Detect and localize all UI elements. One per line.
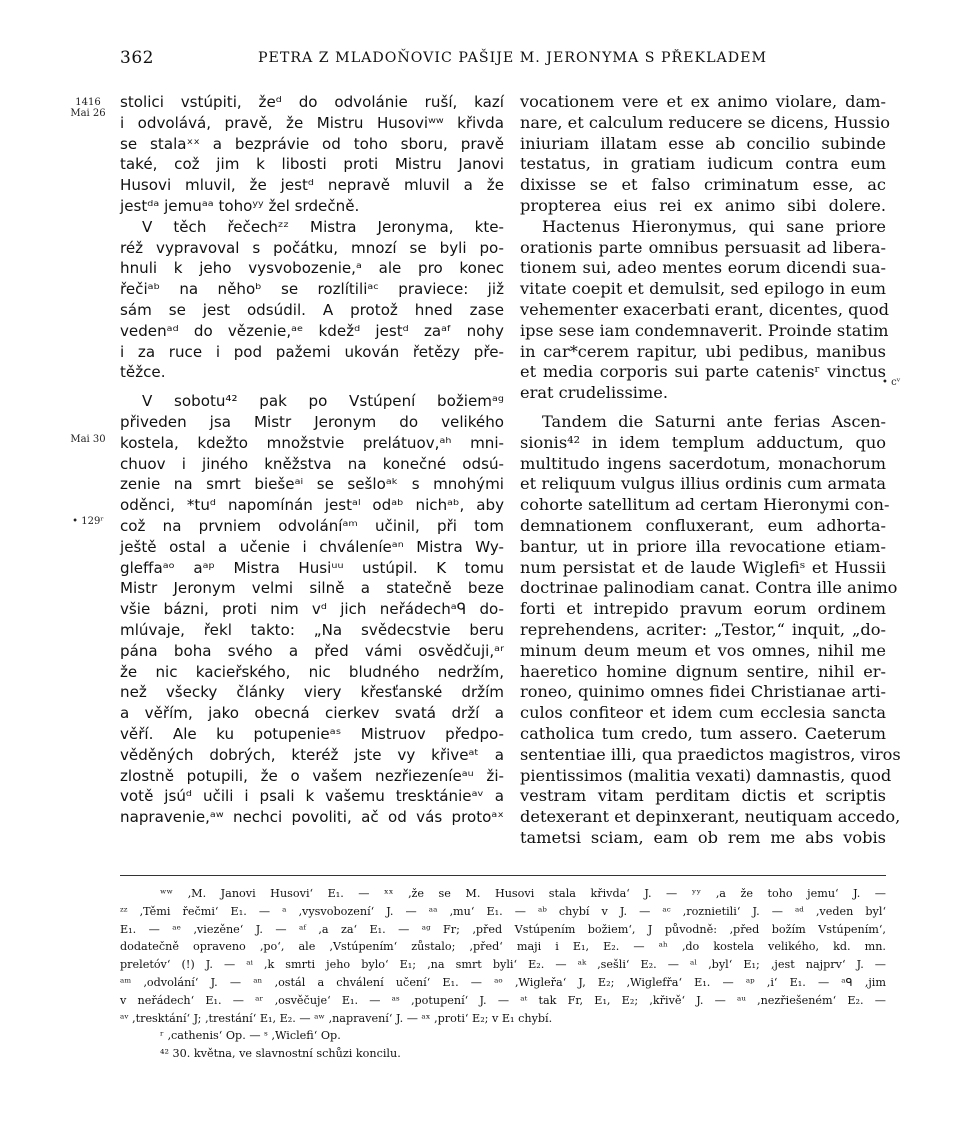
text-line: iniuriam illatam esse ab concilio subinde (520, 133, 886, 153)
footnote-line: dodatečně opraveno ‚po‘, ale ‚Vstúpením‘ zůstalo; ‚před‘ maji i E₁, E₂. — ᵃʰ ‚do kostela velikého, kd. mn. (120, 940, 886, 954)
text-line: věděných dobrých, kteréž jste vy křiveᵃᵗ a (120, 745, 504, 764)
margin-note-folio-left: • 129ʳ (72, 516, 104, 527)
footnote-line: ⁴² 30. května, ve slavnostní schůzi koncilu. (160, 1047, 401, 1061)
text-line: V těch řečechᶻᶻ Mistra Jeronyma, kte- (142, 217, 504, 236)
text-line: sám se jest odsúdil. A protož hned zase (120, 300, 504, 319)
text-line: roneo, quinimo omnes fidei Christianae arti- (520, 682, 886, 702)
text-line: detexerant et depinxerant, neutiquam accedo, (520, 807, 901, 827)
text-line: kostela, kdežto množstvie prelátuov,ᵃʰ mni- (120, 433, 504, 452)
text-line: propterea eius rei ex animo sibi dolere. (520, 195, 886, 215)
text-line: že nic kacieřského, nic bludného nedržím, (120, 662, 504, 681)
text-line: haeretico homine dignum sentire, nihil er- (520, 661, 886, 681)
text-line: cohorte satellitum ad certam Hieronymi con- (520, 495, 890, 515)
text-line: přiveden jsa Mistr Jeronym do velikého (120, 412, 504, 431)
text-line: dixisse se et falso criminatum esse, ac (520, 175, 886, 195)
text-line: erat crudelissime. (520, 383, 669, 403)
footnote-line: ʷʷ ‚M. Janovi Husovi‘ E₁. — ˣˣ ‚že se M. Husovi stala křivda‘ J. — ʸʸ ‚a že toho jemu‘ J. — (160, 887, 886, 900)
text-line: Husovi mluvil, že jestᵈ nepravě mluvil a že (120, 176, 504, 195)
text-line: všie bázni, proti nim vᵈ jich neřádechᵃᑫ do- (120, 600, 504, 619)
text-line: zlostně potupili, že o vašem nezřiezeníeᵃᵘ ži- (120, 766, 504, 785)
text-line: tametsi sciam, eam ob rem me abs vobis (520, 827, 886, 847)
text-line: nare, et calculum reducere se dicens, Hussio (520, 112, 890, 132)
page-number: 362 (120, 48, 154, 68)
text-line: pientissimos (malitia vexati) damnastis, quod (520, 765, 892, 785)
footnote-line: ᶻᶻ ‚Těmi řečmi‘ E₁. — ᵃ ‚vysvobození‘ J. — ᵃᵃ ‚mu‘ E₁. — ᵃᵇ chybí v J. — ᵃᶜ ‚roznietili‘ J. — ᵃᵈ ‚veden byl‘ (120, 904, 886, 918)
text-line: et reliquum vulgus illius ordinis cum armata (520, 474, 886, 494)
margin-note-date-2: Mai 30 (70, 434, 106, 445)
text-line: i odvolává, pravě, že Mistru Husoviʷʷ křivda (120, 113, 504, 132)
page-header (0, 48, 960, 74)
text-line: testatus, in gratiam iudicum contra eum (520, 154, 886, 174)
text-line: tionem sui, adeo mentes eorum dicendi sua- (520, 258, 886, 278)
text-line: stolici vstúpiti, žeᵈ do odvolánie ruší, kazí (120, 93, 504, 111)
text-line: culos confiteor et idem cum ecclesia sancta (520, 703, 886, 723)
text-line: oděnci, *tuᵈ napomínán jestᵃˡ odᵃᵇ nichᵃᵇ, aby (120, 496, 504, 515)
text-line: gleffaᵃᵒ aᵃᵖ Mistra Husiᵘᵘ ustúpil. K tomu (120, 558, 504, 577)
text-line: doctrinae palinodiam canat. Contra ille animo (520, 578, 898, 598)
text-line: vestram vitam perditam dictis et scriptis (520, 786, 886, 806)
footnote-line: preletóv‘ (!) J. — ᵃⁱ ‚k smrti jeho bylo‘ E₁; ‚na smrt byli‘ E₂. — ᵃᵏ ‚sešli‘ E₂. — ᵃˡ ‚byl‘ E₁; ‚jest najprv‘ J. — (120, 958, 886, 972)
text-line: vedenᵃᵈ do vězenie,ᵃᵉ kdežᵈ jestᵈ zaᵃᶠ nohy (120, 321, 504, 340)
text-line: et media corporis sui parte catenisʳ vinctus (520, 362, 886, 382)
text-line: také, což jim k libosti proti Mistru Janovi (120, 155, 504, 174)
text-line: num persistat et de laude Wiglefiˢ et Hussii (520, 557, 886, 577)
text-line: mlúvaje, řekl takto: „Na svědecstvie beru (120, 620, 504, 639)
text-line: než všecky články viery křesťanské držím (120, 683, 504, 702)
text-line: forti et intrepido pravum eorum ordinem (520, 599, 886, 619)
text-line: minum deum meum et vos omnes, nihil me (520, 640, 886, 660)
text-line: votě jsúᵈ učili i psali k vašemu tresktánieᵃᵛ a (120, 787, 504, 806)
text-line: V sobotu⁴² pak po Vstúpení božiemᵃᵍ (142, 392, 504, 411)
text-line: sententiae illi, qua praedictos magistros, viros (520, 744, 901, 764)
text-line: jestᵈᵃ jemuᵃᵃ tohoʸʸ žel srdečně. (120, 196, 360, 215)
text-line: zenie na smrt biešeᵃⁱ se sešloᵃᵏ s mnohými (120, 475, 504, 494)
text-line: se stalaˣˣ a bezprávie od toho sboru, pravě (120, 134, 504, 153)
text-line: réž vypravoval s počátku, mnozí se byli po- (120, 238, 504, 257)
text-line: ještě ostal a učenie i chváleníeᵃⁿ Mistra Wy- (120, 537, 504, 556)
footnote-line: ᵃᵛ ‚tresktání‘ J; ‚trestání‘ E₁, E₂. — ᵃʷ ‚napravení‘ J. — ᵃˣ ‚proti‘ E₂; v E₁ chybí. (120, 1011, 553, 1025)
text-line: bantur, ut in priore illa revocatione etiam- (520, 536, 886, 556)
text-line: hnuli k jeho vysvobozenie,ᵃ ale pro konec (120, 259, 504, 278)
text-line: in car*cerem rapitur, ubi pedibus, manibus (520, 341, 886, 361)
text-line: těžce. (120, 363, 166, 382)
czech-text-column (120, 92, 504, 828)
footnote-line: v neřádech‘ E₁. — ᵃʳ ‚osvěčuje‘ E₁. — ᵃˢ ‚potupení‘ J. — ᵃᵗ tak Fr, E₁, E₂; ‚křivě‘ J. — ᵃᵘ ‚nezřiešeném‘ E₂. — (120, 993, 886, 1007)
margin-note-date: 1416 Mai 26 (70, 97, 106, 119)
running-head: PETRA Z MLADOŇOVIC PAŠIJE M. JERONYMA S PŘEKLADEM (258, 50, 768, 66)
text-line: což na prvniem odvoláníᵃᵐ učinil, při tom (120, 516, 504, 535)
text-line: orationis parte omnibus persuasit ad libera- (520, 237, 886, 257)
footnotes (120, 885, 886, 1063)
text-line: catholica tum credo, tum assero. Caeterum (520, 723, 886, 743)
text-line: chuov i jiného kněžstva na konečné odsú- (120, 454, 504, 473)
footnote-divider (120, 875, 886, 876)
text-line: reprehendens, acriter: „Testor,“ inquit, „do- (520, 619, 886, 639)
footnote-line: ᵃᵐ ‚odvolání‘ J. — ᵃⁿ ‚ostál a chválení učení‘ E₁. — ᵃᵒ ‚Wigleřa‘ J, E₂; ‚Wiglefřa‘ E₁. — ᵃᵖ ‚i‘ E₁. — ᵃᑫ ‚jim (120, 975, 886, 989)
footnote-line: E₁. — ᵃᵉ ‚viezěne‘ J. — ᵃᶠ ‚a za‘ E₁. — ᵃᵍ Fr; ‚před Vstúpením božiem‘, J původně: ‚před božím Vstúpením‘, (120, 922, 886, 936)
text-line: a věřím, jako obecná cierkev svatá drží a (120, 704, 504, 723)
text-line: ipse sese iam condemnaverit. Proinde statim (520, 320, 889, 340)
text-line: vehementer exacerbati erant, dicentes, quod (520, 299, 890, 319)
margin-note-folio-right: • cᵛ (882, 377, 901, 388)
text-line: demnationem confluxerant, eum adhorta- (520, 515, 886, 535)
text-line: Tandem die Saturni ante ferias Ascen- (542, 411, 886, 431)
text-line: pána boha svého a před vámi osvědčuji,ᵃʳ (120, 641, 504, 660)
text-line: Mistr Jeronym velmi silně a statečně beze (120, 579, 504, 598)
text-line: multitudo ingens sacerdotum, monachorum (520, 453, 886, 473)
text-line: vocationem vere et ex animo violare, dam- (520, 92, 886, 111)
text-line: sionis⁴² in idem templum adductum, quo (520, 432, 886, 452)
text-line: i za ruce i pod pažemi ukován řetězy pře- (120, 342, 504, 361)
text-line: Hactenus Hieronymus, qui sane priore (542, 216, 886, 236)
text-line: řečiᵃᵇ na něhoᵇ se rozlítiliᵃᶜ praviece: již (120, 280, 504, 299)
text-line: vitate coepit et demulsit, sed epilogo in eum (520, 279, 886, 299)
text-line: napravenie,ᵃʷ nechci povoliti, ač od vás protoᵃˣ (120, 808, 504, 827)
footnote-line: ʳ ‚cathenis‘ Op. — ˢ ‚Wiclefi‘ Op. (160, 1029, 341, 1043)
text-line: věří. Ale ku potupenieᵃˢ Mistruov předpo- (120, 724, 504, 743)
